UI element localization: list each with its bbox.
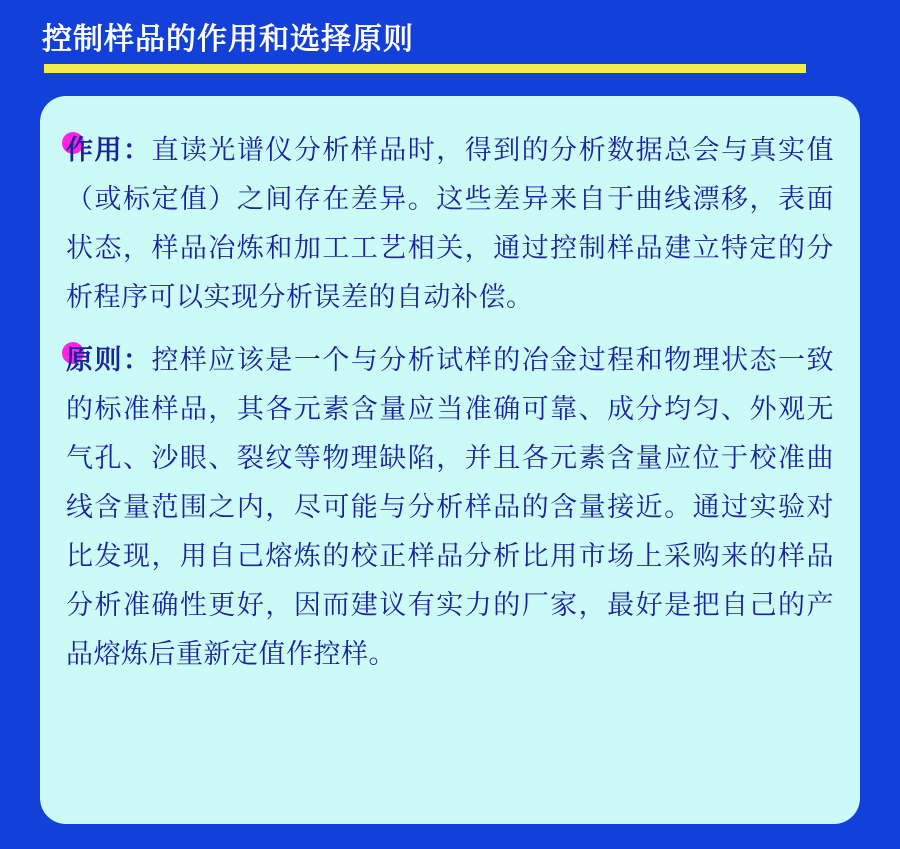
- page-header: [0, 0, 900, 90]
- paragraph-purpose-label: 作用：: [66, 135, 152, 165]
- paragraph-purpose-body: 直读光谱仪分析样品时，得到的分析数据总会与真实值（或标定值）之间存在差异。这些差异来自于曲线漂移，表面状态，样品冶炼和加工工艺相关，通过控制样品建立特定的分析程序可以实现分析误差的自动补偿。: [66, 135, 835, 312]
- content-card-inner: [66, 122, 834, 804]
- paragraph-principle-text: [66, 345, 834, 669]
- paragraph-principle: [66, 336, 834, 679]
- paragraph-purpose-text: [66, 135, 834, 312]
- title-underline: [44, 64, 806, 73]
- content-card: [40, 96, 860, 824]
- paragraph-principle-body: 控样应该是一个与分析试样的冶金过程和物理状态一致的标准样品，其各元素含量应当准确可靠、成分均匀、外观无气孔、沙眼、裂纹等物理缺陷，并且各元素含量应位于校准曲线含量范围之内，尽可能与分析样品的含量接近。通过实验对比发现，用自己熔炼的校正样品分析比用市场上采购来的样品分析准确性更好，因而建议有实力的厂家，最好是把自己的产品熔炼后重新定值作控样。: [66, 345, 835, 669]
- paragraph-principle-label: 原则：: [66, 345, 152, 375]
- page-title: 控制样品的作用和选择原则: [42, 23, 414, 56]
- paragraph-purpose: [66, 126, 834, 322]
